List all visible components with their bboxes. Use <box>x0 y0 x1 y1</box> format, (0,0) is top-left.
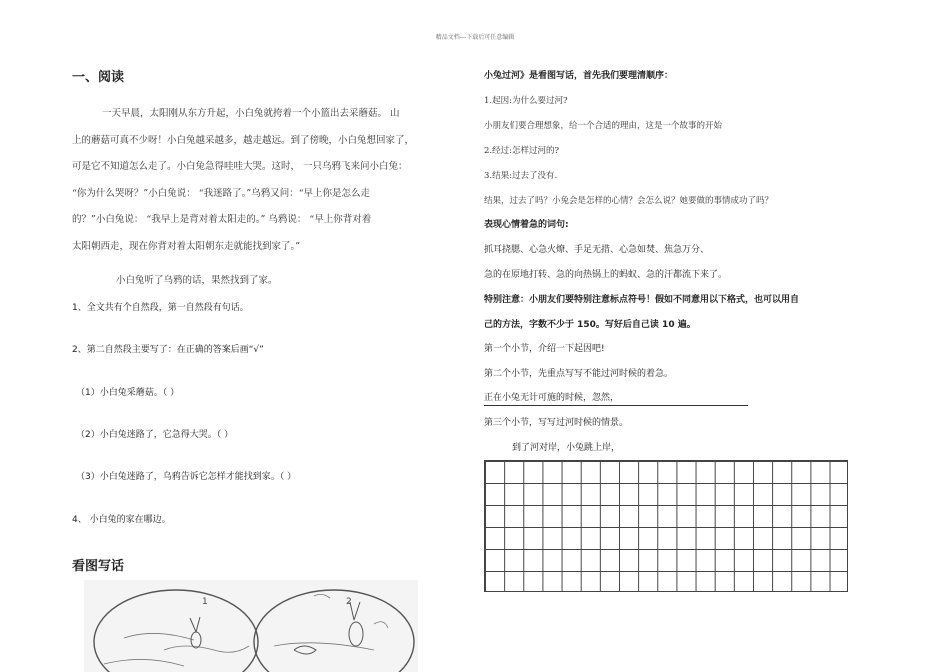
question-2-option-1: （1）小白兔采蘑菇。（ ） <box>76 388 180 398</box>
guide-step-1-note: 小朋友们要合理想象，给一个合适的理由，这是一个故事的开始 <box>484 121 723 131</box>
anxious-words-heading: 表现心情着急的词句: <box>484 220 569 230</box>
passage-last-paragraph: 小白兔听了乌鸦的话，果然找到了家。 <box>116 275 278 286</box>
paragraph-3-hint: 第三个小节，写写过河时候的情景。 <box>484 418 629 428</box>
picture-writing-title: 看图写话 <box>72 559 125 574</box>
special-note-line-2: 己的方法，字数不少于 150。写好后自己读 10 遍。 <box>484 320 696 330</box>
rabbit-river-drawing <box>84 580 418 672</box>
anxious-words-2: 急的在原地打转、急的向热锅上的蚂蚁、急的汗都流下来了。 <box>484 270 728 280</box>
question-2-option-2: （2）小白兔迷路了，它急得大哭。（ ） <box>76 430 234 440</box>
question-1: 1、全文共有个自然段，第一自然段有句话。 <box>72 303 249 313</box>
special-note-line-1: 特别注意：小朋友们要特别注意标点符号！假如不同意用以下格式，也可以用自 <box>484 295 800 305</box>
picture-number-1: 1 <box>202 597 208 607</box>
guide-step-1: 1.起因:为什么要过河? <box>484 96 568 106</box>
anxious-words-1: 抓耳挠腮、心急火燎、手足无措、心急如焚、焦急万分、 <box>484 245 710 255</box>
picture-number-2: 2 <box>346 597 352 607</box>
question-2: 2、第二自然段主要写了：在正确的答案后画“√” <box>72 345 264 355</box>
guide-step-3: 3.结果:过去了没有. <box>484 171 558 181</box>
writing-grid[interactable] <box>484 460 848 592</box>
passage-line: 可是它不知道怎么走了。小白兔急得哇哇大哭。这时， 一只乌鸦飞来问小白兔： <box>72 161 408 172</box>
question-2-option-3: （3）小白兔迷路了，乌鸦告诉它怎样才能找到家。（ ） <box>76 472 297 482</box>
guide-step-3-note: 结果，过去了吗？小兔会是怎样的心情？会怎么说？她要做的事情成功了吗？ <box>484 196 774 206</box>
guide-step-2: 2.经过:怎样过河的? <box>484 146 560 156</box>
reading-section-title: 一、阅读 <box>72 70 125 85</box>
passage-line: 一天早晨，太阳刚从东方升起，小白兔就挎着一个小篮出去采蘑菇。 山 <box>102 108 400 119</box>
paragraph-2-hint: 第二个小节，先重点写写不能过河时候的着急。 <box>484 369 674 379</box>
reading-passage <box>72 101 464 295</box>
paragraph-1-hint: 第一个小节，介绍一下起因吧! <box>484 344 605 354</box>
header-note: 精品文档---下载后可任意编辑 <box>435 34 515 41</box>
passage-line: 太阳朝西走，现在你背对着太阳朝东走就能找到家了。” <box>72 240 301 252</box>
passage-line: 的？”小白兔说： “我早上是背对着太阳走的。” 乌鸦说： “早上你背对着 <box>72 214 372 225</box>
passage-line: “你为什么哭呀？”小白兔说： “我迷路了。”乌鸦又问：“早上你是怎么走 <box>72 187 371 199</box>
guide-heading: 小兔过河》是看图写话，首先我们要理清顺序： <box>484 71 674 81</box>
paragraph-2-starter: 正在小兔无计可施的时候，忽然， <box>484 392 748 406</box>
left-column <box>72 66 464 295</box>
picture-illustration <box>84 580 418 672</box>
passage-line: 上的蘑菇可真不少呀！小白兔越采越多，越走越远。到了傍晚，小白兔想回家了， <box>72 134 415 146</box>
question-4: 4、 小白兔的家在哪边。 <box>72 515 171 525</box>
paragraph-3-starter: 到了河对岸，小兔跳上岸， <box>512 443 621 453</box>
